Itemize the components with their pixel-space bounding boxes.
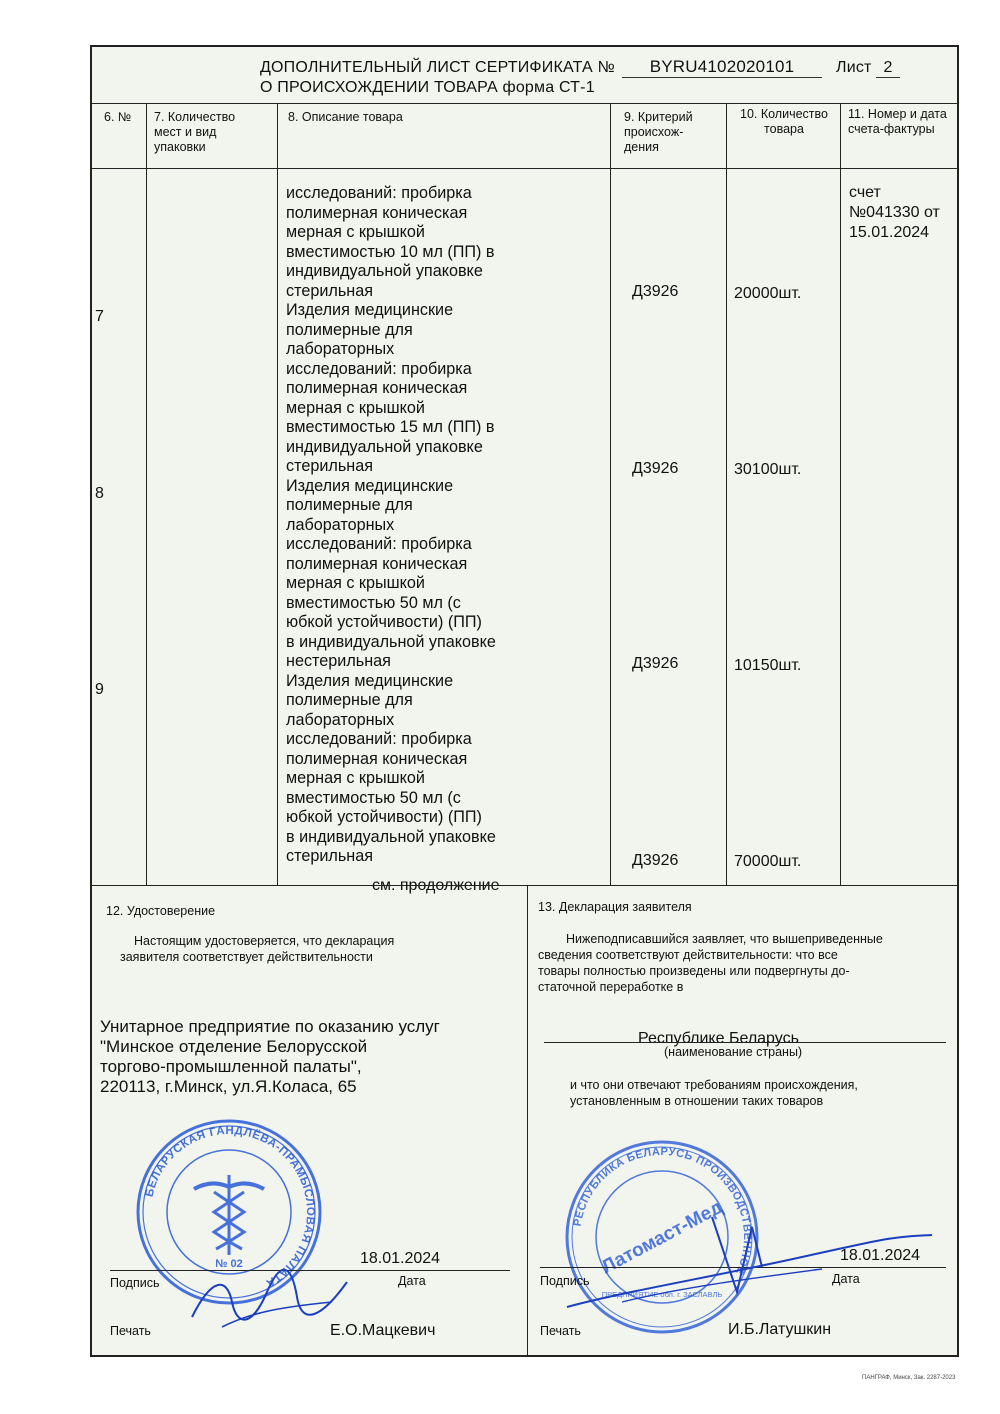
col-divider bbox=[146, 103, 147, 886]
description-line: мерная с крышкой bbox=[286, 574, 425, 592]
description-line: вместимостью 50 мл (с bbox=[286, 788, 461, 807]
description-line: мерная с крышкой bbox=[286, 769, 425, 787]
description-line: полимерная коническая bbox=[286, 379, 468, 397]
box12-sign-label: Подпись bbox=[110, 1276, 160, 1290]
country-caption: (наименование страны) bbox=[664, 1045, 803, 1059]
description-line: стерильная bbox=[286, 281, 373, 300]
col-divider bbox=[840, 103, 841, 886]
box12-signer: Е.О.Мацкевич bbox=[330, 1322, 436, 1339]
col-divider bbox=[277, 103, 278, 886]
description-line: исследований: пробирка bbox=[286, 730, 472, 748]
description-line: юбкой устойчивости) (ПП) bbox=[286, 808, 482, 826]
column-header-divider bbox=[92, 168, 957, 169]
header-divider bbox=[92, 103, 957, 104]
box12-text: заявителя соответствует действительности bbox=[120, 950, 373, 964]
description-line: Изделия медицинские bbox=[286, 671, 454, 690]
description-line: индивидуальной упаковке bbox=[286, 437, 483, 456]
description-line: исследований: пробирка bbox=[286, 535, 472, 553]
col-divider bbox=[726, 103, 727, 886]
header-line2: О ПРОИСХОЖДЕНИИ ТОВАРА форма СТ-1 bbox=[260, 79, 595, 96]
description-line: полимерные для bbox=[286, 320, 413, 339]
table-bottom-border bbox=[92, 885, 957, 886]
stamp-ring-text: РЕСПУБЛИКА БЕЛАРУСЬ ПРОИЗВОДСТВЕННОЕ bbox=[571, 1145, 754, 1277]
issuer-line: Унитарное предприятие по оказанию услуг bbox=[100, 1017, 440, 1036]
goods-quantity: 30100шт. bbox=[734, 461, 802, 478]
issuer-line: 220113, г.Минск, ул.Я.Коласа, 65 bbox=[100, 1077, 357, 1096]
caduceus-icon bbox=[194, 1175, 264, 1255]
origin-criterion: Д3926 bbox=[632, 460, 679, 477]
description-line: стерильная bbox=[286, 457, 373, 475]
box13-text: сведения соответствуют действительности: что все bbox=[538, 948, 838, 962]
box13-text: товары полностью произведены или подвергнуты до- bbox=[538, 964, 850, 978]
certificate-sheet bbox=[90, 45, 959, 1357]
sheet-label: Лист bbox=[836, 59, 872, 76]
box-divider bbox=[527, 885, 528, 1355]
origin-criterion: Д3926 bbox=[632, 655, 679, 672]
invoice-line: 15.01.2024 bbox=[849, 224, 930, 241]
box13-stamp-label: Печать bbox=[540, 1324, 581, 1338]
goods-description bbox=[286, 184, 606, 867]
description-line: полимерная коническая bbox=[286, 203, 468, 222]
box13-text: установленным в отношении таких товаров bbox=[570, 1094, 824, 1108]
description-line: вместимостью 10 мл (ПП) в bbox=[286, 242, 495, 261]
stamp-number: № 02 bbox=[215, 1258, 243, 1270]
signature-13 bbox=[562, 1207, 942, 1317]
signature-12 bbox=[182, 1257, 352, 1337]
description-line: лабораторных bbox=[286, 340, 395, 358]
goods-quantity: 10150шт. bbox=[734, 657, 802, 674]
issuer-organization bbox=[100, 1017, 440, 1097]
box13-title: 13. Декларация заявителя bbox=[538, 900, 692, 914]
description-line: Изделия медицинские bbox=[286, 301, 454, 319]
col-divider bbox=[610, 103, 611, 886]
box13-text: статочной переработке в bbox=[538, 980, 684, 994]
box12-title: 12. Удостоверение bbox=[106, 904, 216, 918]
box13-text: и что они отвечают требованиям происхождения, bbox=[570, 1078, 858, 1092]
box12-date: 18.01.2024 bbox=[360, 1250, 441, 1267]
description-line: нестерильная bbox=[286, 652, 391, 670]
country-line bbox=[544, 1042, 946, 1043]
description-line: стерильная bbox=[286, 847, 373, 865]
description-line: Изделия медицинские bbox=[286, 476, 454, 495]
box13-date-label: Дата bbox=[832, 1272, 860, 1286]
col-10-header: 10. Количество товара bbox=[740, 107, 828, 136]
description-line: индивидуальной упаковке bbox=[286, 262, 483, 280]
country-name: Республике Беларусь bbox=[638, 1030, 799, 1047]
description-line: юбкой устойчивости) (ПП) bbox=[286, 613, 482, 631]
sheet-number: 2 bbox=[876, 59, 900, 78]
description-line: вместимостью 50 мл (с bbox=[286, 593, 461, 612]
origin-criterion: Д3926 bbox=[632, 852, 679, 869]
description-line: лабораторных bbox=[286, 710, 395, 729]
description-line: в индивидуальной упаковке bbox=[286, 827, 496, 846]
origin-criterion: Д3926 bbox=[632, 283, 679, 300]
stamp-ring-text: БЕЛАРУСКАЯ ГАНДЛЁВА-ПРАМЫСЛОВАЯ ПАЛАТА bbox=[143, 1124, 317, 1290]
box13-text: Нижеподписавшийся заявляет, что вышеприведенные bbox=[566, 932, 883, 946]
box13-date: 18.01.2024 bbox=[840, 1247, 921, 1264]
box12-stamp-label: Печать bbox=[110, 1324, 151, 1338]
description-line: мерная с крышкой bbox=[286, 398, 425, 417]
row-number: 8 bbox=[95, 485, 104, 502]
box12-date-label: Дата bbox=[398, 1274, 426, 1288]
header-line1: ДОПОЛНИТЕЛЬНЫЙ ЛИСТ СЕРТИФИКАТА № bbox=[260, 59, 615, 76]
col-7-header: 7. Количество мест и вид упаковки bbox=[154, 110, 236, 154]
issuer-line: торгово-промышленной палаты", bbox=[100, 1057, 362, 1076]
printer-footer: ПАНГРАФ, Минск, Зак. 2287-2023 bbox=[862, 1375, 956, 1381]
stamp-bottom-text: ПРЕДПРИЯТИЕ обл. г. ЗАСЛАВЛЬ bbox=[601, 1290, 723, 1299]
description-line: мерная с крышкой bbox=[286, 223, 425, 241]
col-11-header: 11. Номер и дата счета-фактуры bbox=[848, 107, 947, 136]
goods-quantity: 20000шт. bbox=[734, 285, 802, 302]
box12-text: Настоящим удостоверяется, что декларация bbox=[134, 934, 395, 948]
row-number: 7 bbox=[95, 308, 104, 325]
goods-quantity: 70000шт. bbox=[734, 853, 802, 870]
description-line: полимерная коническая bbox=[286, 554, 468, 573]
issuer-line: "Минское отделение Белорусской bbox=[100, 1037, 368, 1056]
stamp-company-name: Латомаст-Мед bbox=[598, 1196, 727, 1279]
description-line: исследований: пробирка bbox=[286, 359, 472, 378]
invoice-line: счет bbox=[849, 184, 881, 201]
col-9-header: 9. Критерий происхож-дения bbox=[624, 110, 693, 154]
col-6-header: 6. № bbox=[104, 110, 132, 124]
description-line: полимерная коническая bbox=[286, 749, 468, 768]
description-line: лабораторных bbox=[286, 515, 395, 534]
invoice-info bbox=[849, 183, 940, 243]
col-8-header: 8. Описание товара bbox=[288, 110, 403, 124]
description-line: исследований: пробирка bbox=[286, 184, 472, 202]
cert-number: BYRU4102020101 bbox=[622, 57, 822, 78]
invoice-line: №041330 от bbox=[849, 204, 940, 221]
box13-sign-label: Подпись bbox=[540, 1274, 590, 1288]
description-line: вместимостью 15 мл (ПП) в bbox=[286, 418, 495, 436]
description-line: в индивидуальной упаковке bbox=[286, 632, 496, 651]
continuation-note: см. продолжение bbox=[372, 877, 500, 894]
description-line: полимерные для bbox=[286, 691, 413, 709]
box13-signer: И.Б.Латушкин bbox=[728, 1321, 832, 1338]
row-number: 9 bbox=[95, 681, 104, 698]
description-line: полимерные для bbox=[286, 496, 413, 514]
